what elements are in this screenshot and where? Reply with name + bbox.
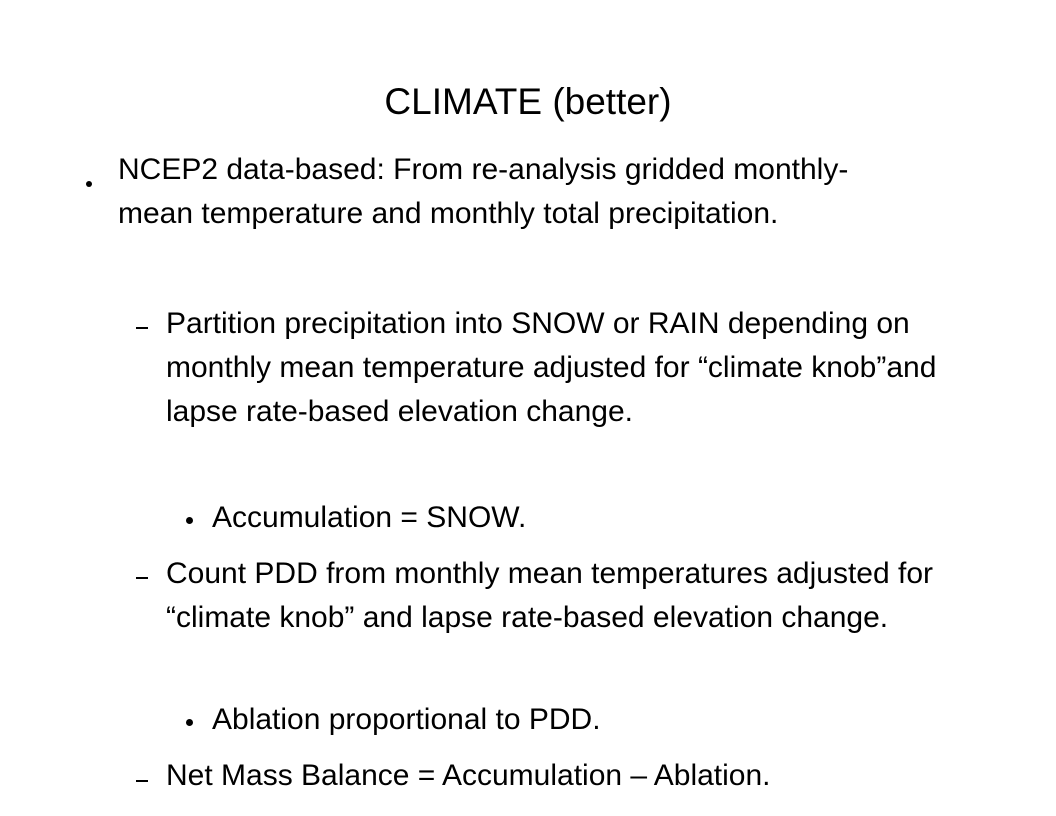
sub-bullet-count-pdd: Count PDD from monthly mean temperatures adjusted for “climate knob” and lapse rate-based elevation change. bbox=[166, 557, 934, 634]
bullet-dot-icon bbox=[186, 517, 193, 524]
sub-sub-bullet-ablation: Ablation proportional to PDD. bbox=[212, 703, 601, 736]
bullet-dot-icon bbox=[186, 719, 193, 726]
slide-title: CLIMATE (better) bbox=[384, 81, 672, 122]
dash-bullet-icon bbox=[136, 577, 148, 579]
dash-bullet-icon bbox=[136, 327, 148, 329]
sub-bullet-net-mass-balance: Net Mass Balance = Accumulation – Ablation. bbox=[166, 759, 771, 792]
sub-sub-bullet-accumulation: Accumulation = SNOW. bbox=[212, 501, 527, 534]
sub-bullet-partition: Partition precipitation into SNOW or RAIN depending on monthly mean temperature adjusted for “climate knob”and lapse rate-based elevation change. bbox=[166, 307, 937, 428]
bullet-dot-icon bbox=[86, 181, 92, 187]
main-bullet-text: NCEP2 data-based: From re-analysis gridded monthly-mean temperature and monthly total precipitation. bbox=[118, 153, 849, 230]
dash-bullet-icon bbox=[136, 780, 148, 782]
